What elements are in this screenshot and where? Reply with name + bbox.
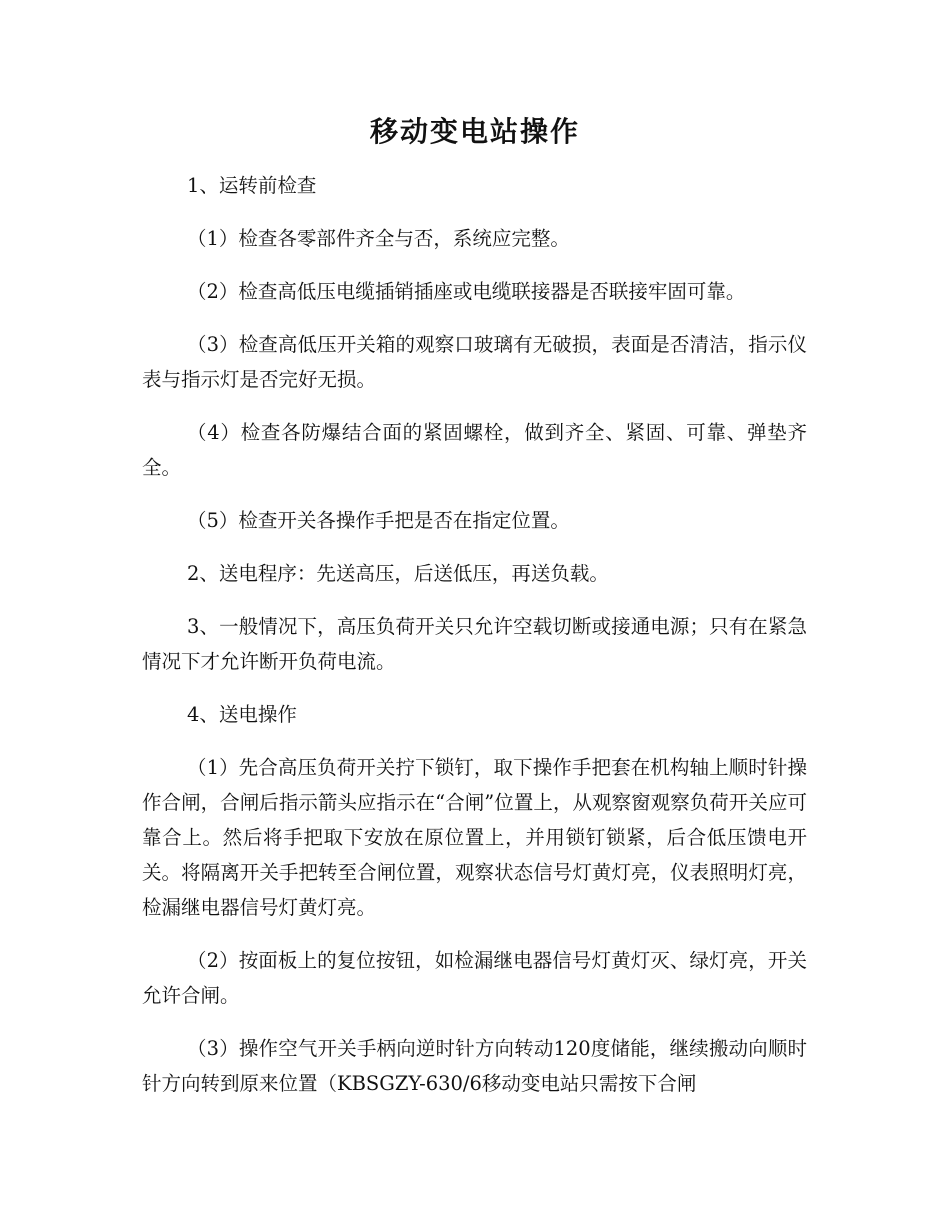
load-switch-rule-paragraph: 3、一般情况下，高压负荷开关只允许空载切断或接通电源；只有在紧急情况下才允许断开负荷电流。	[142, 615, 807, 673]
check-item-4: （4）检查各防爆结合面的紧固螺栓，做到齐全、紧固、可靠、弹垫齐全。	[142, 421, 807, 479]
document-title: 移动变电站操作	[369, 115, 580, 148]
heading-power-on-operation: 4、送电操作	[187, 703, 297, 726]
operation-step-1: （1）先合高压负荷开关拧下锁钉，取下操作手把套在机构轴上顺时针操作合闸，合闸后指示箭头应指示在“合闸”位置上，从观察窗观察负荷开关应可靠合上。然后将手把取下安放在原位置上，并用锁钉锁紧，后合低压馈电开关。将隔离开关手把转至合闸位置，观察状态信号灯黄灯亮，仪表照明灯亮，检漏继电器信号灯黄灯亮。	[142, 756, 807, 919]
check-item-5: （5）检查开关各操作手把是否在指定位置。	[187, 509, 570, 532]
document-body	[142, 168, 807, 1119]
operation-step-3: （3）操作空气开关手柄向逆时针方向转动120度储能，继续搬动向顺时针方向转到原来位置（KBSGZY-630/6移动变电站只需按下合闸	[142, 1037, 807, 1095]
check-item-2: （2）检查高低压电缆插销插座或电缆联接器是否联接牢固可靠。	[187, 280, 746, 303]
power-sequence-paragraph: 2、送电程序：先送高压，后送低压，再送负载。	[187, 562, 609, 585]
operation-step-2: （2）按面板上的复位按钮，如检漏继电器信号灯黄灯灭、绿灯亮，开关允许合闸。	[142, 949, 807, 1007]
check-item-1: （1）检查各零部件齐全与否，系统应完整。	[187, 227, 570, 250]
heading-pre-operation-check: 1、运转前检查	[187, 174, 317, 197]
check-item-3: （3）检查高低压开关箱的观察口玻璃有无破损，表面是否清洁，指示仪表与指示灯是否完好无损。	[142, 333, 807, 391]
